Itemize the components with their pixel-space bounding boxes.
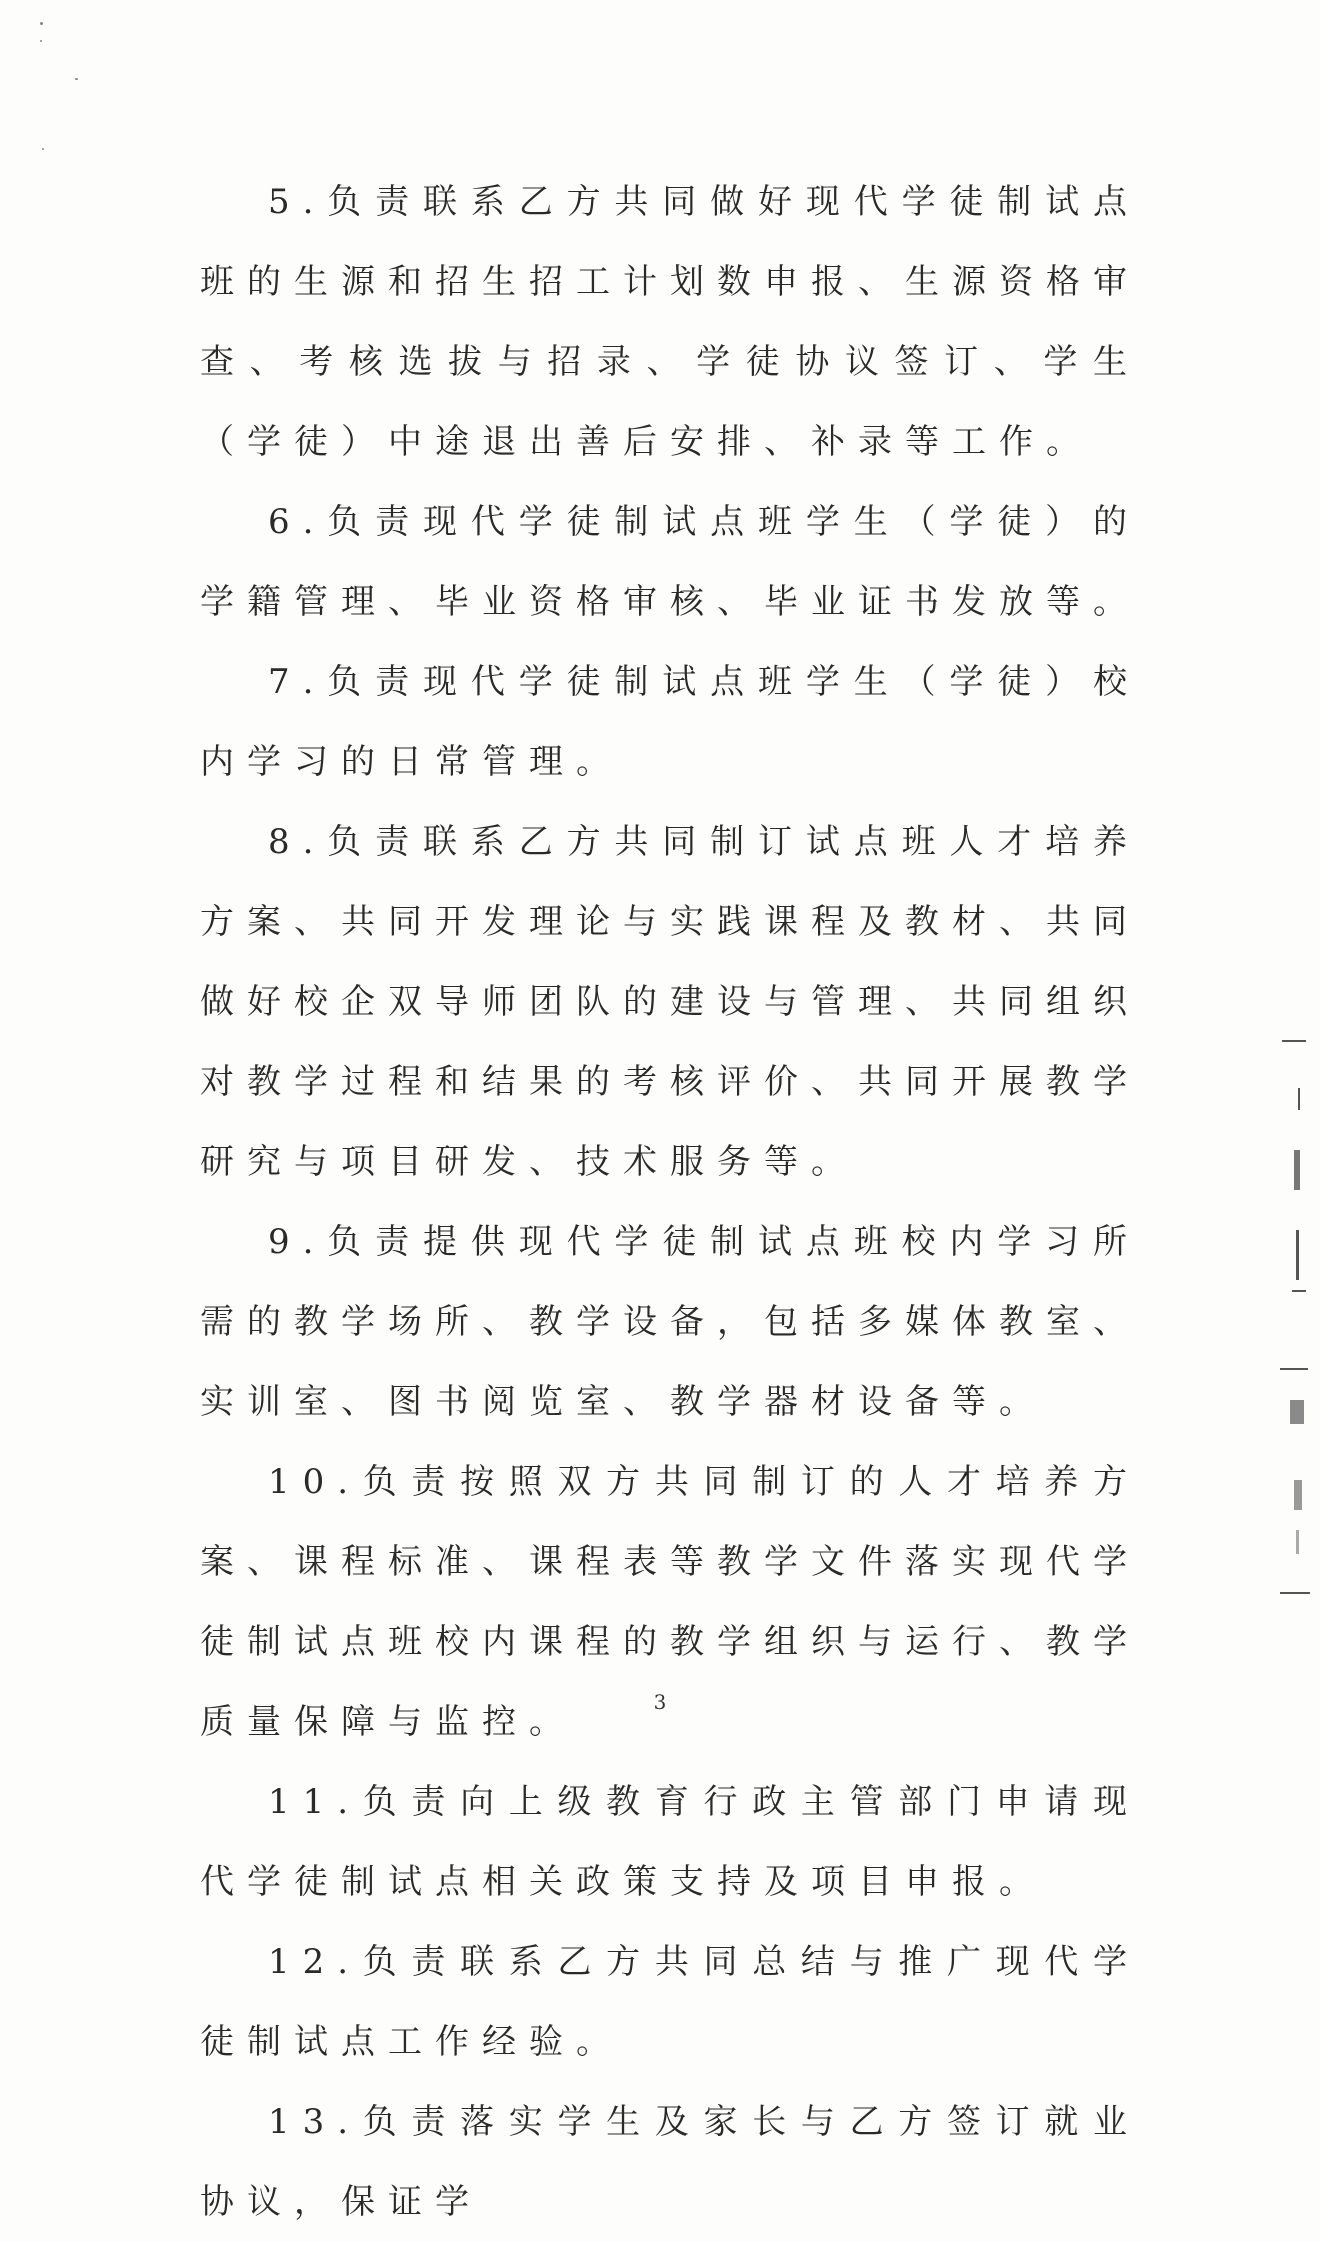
paragraph-item-5: 5.负责联系乙方共同做好现代学徒制试点班的生源和招生招工计划数申报、生源资格审查、考核选拔与招录、学徒协议签订、学生（学徒）中途退出善后安排、补录等工作。 xyxy=(200,182,1140,462)
binding-edge-marks xyxy=(1270,1040,1320,1600)
paragraph-item-9: 9.负责提供现代学徒制试点班校内学习所需的教学场所、教学设备，包括多媒体教室、实训室、图书阅览室、教学器材设备等。 xyxy=(200,1222,1140,1422)
paragraph-item-8: 8.负责联系乙方共同制订试点班人才培养方案、共同开发理论与实践课程及教材、共同做好校企双导师团队的建设与管理、共同组织对教学过程和结果的考核评价、共同开展教学研究与项目研发、技术服务等。 xyxy=(200,822,1140,1182)
scan-speck xyxy=(40,40,42,42)
scan-speck xyxy=(40,22,43,25)
document-body xyxy=(200,162,1140,2242)
scan-speck xyxy=(42,148,44,150)
paragraph-item-12: 12.负责联系乙方共同总结与推广现代学徒制试点工作经验。 xyxy=(200,1942,1140,2062)
scan-speck xyxy=(75,78,78,80)
paragraph-item-11: 11.负责向上级教育行政主管部门申请现代学徒制试点相关政策支持及项目申报。 xyxy=(200,1782,1140,1902)
paragraph-item-6: 6.负责现代学徒制试点班学生（学徒）的学籍管理、毕业资格审核、毕业证书发放等。 xyxy=(200,502,1140,622)
page-number: 3 xyxy=(653,1690,667,1714)
paragraph-item-10: 10.负责按照双方共同制订的人才培养方案、课程标准、课程表等教学文件落实现代学徒制试点班校内课程的教学组织与运行、教学质量保障与监控。 xyxy=(200,1462,1140,1742)
paragraph-item-7: 7.负责现代学徒制试点班学生（学徒）校内学习的日常管理。 xyxy=(200,662,1140,782)
paragraph-item-13: 13.负责落实学生及家长与乙方签订就业协议，保证学 xyxy=(200,2102,1140,2222)
